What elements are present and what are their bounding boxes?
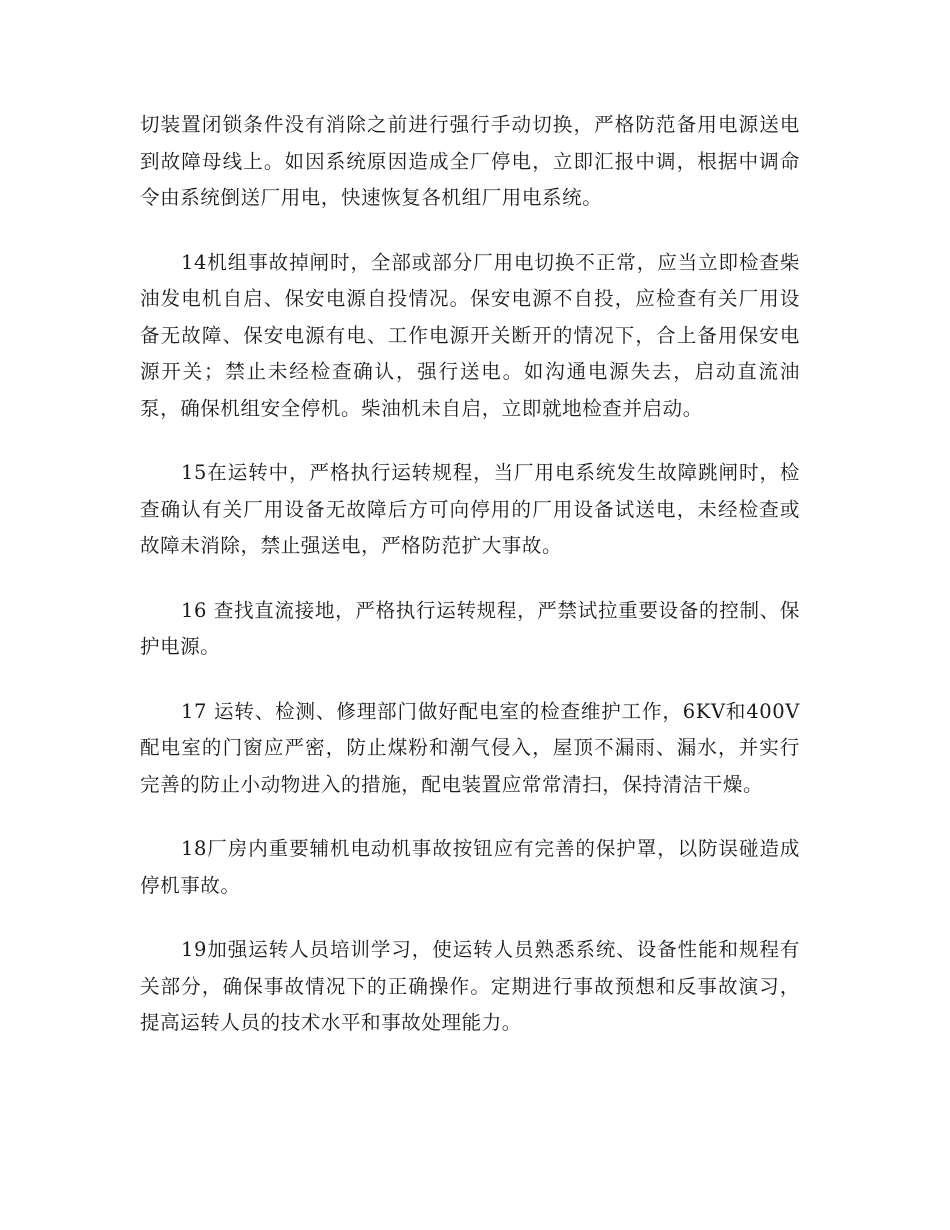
paragraph-item-18: 18厂房内重要辅机电动机事故按钮应有完善的保护罩，以防误碰造成停机事故。 (140, 837, 800, 897)
paragraph-item-14: 14机组事故掉闸时，全部或部分厂用电切换不正常，应当立即检查柴油发电机自启、保安电源自投情况。保安电源不自投，应检查有关厂用设备无故障、保安电源有电、工作电源开关断开的情况下，合上备用保安电源开关；禁止未经检查确认，强行送电。如沟通电源失去，启动直流油泵，确保机组安全停机。柴油机未自启，立即就地检查并启动。 (140, 250, 800, 420)
paragraph-item-16: 16 查找直流接地，严格执行运转规程，严禁试拉重要设备的控制、保护电源。 (140, 598, 800, 658)
paragraph-item-19: 19加强运转人员培训学习，使运转人员熟悉系统、设备性能和规程有关部分，确保事故情况下的正确操作。定期进行事故预想和反事故演习，提高运转人员的技术水平和事故处理能力。 (140, 938, 800, 1034)
paragraph-item-15: 15在运转中，严格执行运转规程，当厂用电系统发生故障跳闸时，检查确认有关厂用设备无故障后方可向停用的厂用设备试送电，未经检查或故障未消除，禁止强送电，严格防范扩大事故。 (140, 461, 800, 557)
paragraph-continuation: 切装置闭锁条件没有消除之前进行强行手动切换，严格防范备用电源送电到故障母线上。如因系统原因造成全厂停电，立即汇报中调，根据中调命令由系统倒送厂用电，快速恢复各机组厂用电系统。 (140, 113, 800, 209)
document-body (140, 107, 800, 1070)
paragraph-item-17: 17 运转、检测、修理部门做好配电室的检查维护工作，6KV和400V配电室的门窗应严密，防止煤粉和潮气侵入，屋顶不漏雨、漏水，并实行完善的防止小动物进入的措施，配电装置应常常清扫，保持清洁干燥。 (140, 699, 800, 796)
